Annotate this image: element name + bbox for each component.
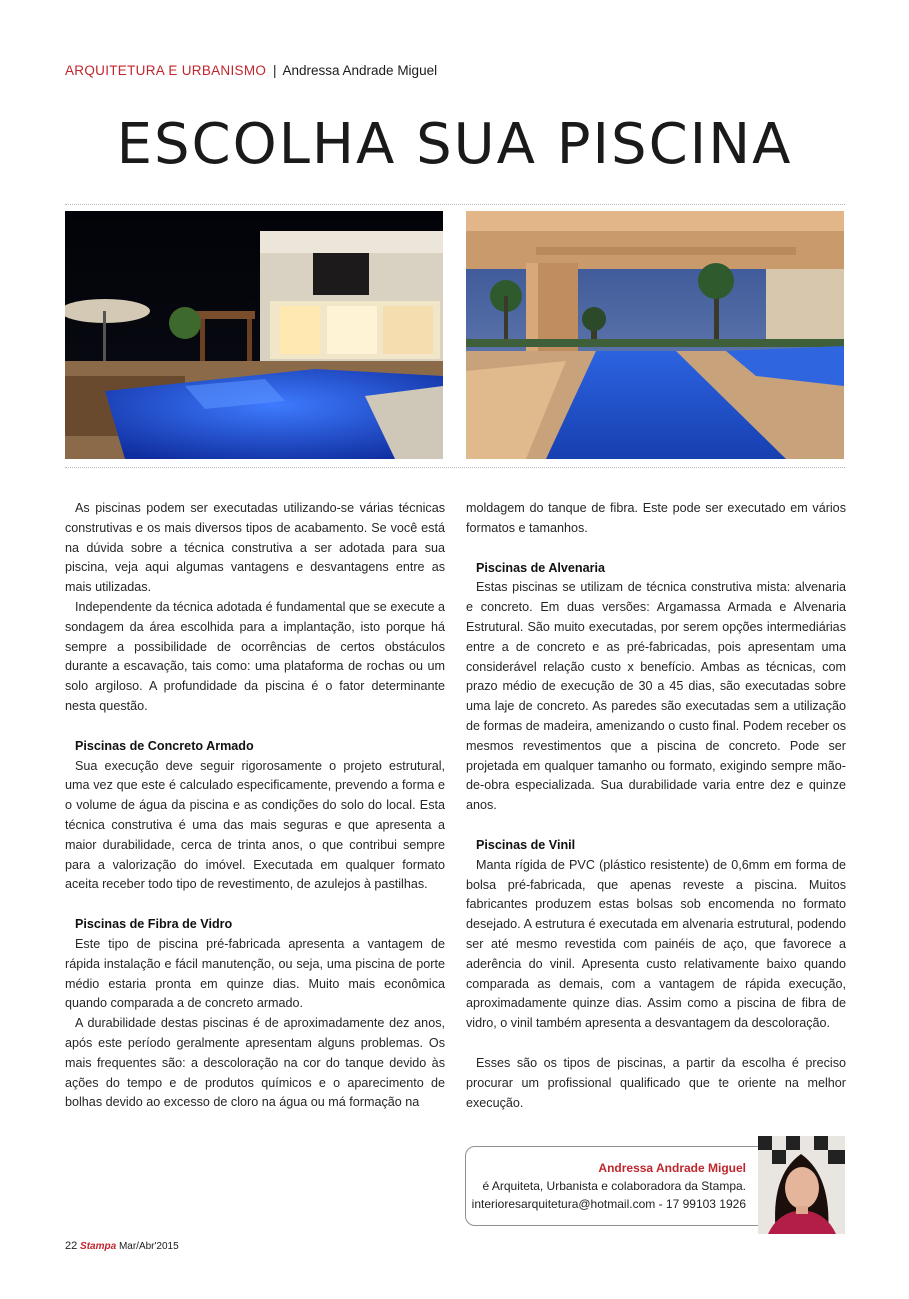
paragraph-gap — [65, 717, 445, 737]
header-author: Andressa Andrade Miguel — [282, 63, 438, 78]
paragraph: Manta rígida de PVC (plástico resistente) de 0,6mm em forma de bolsa pré-fabricada, que apenas reveste a piscina. Muitos fabricantes produzem estas bolsas sob encomenda no formato desejado. A estrutura é executada em alvenaria estrutural, podendo ser até mesmo revestida com painéis de aço, que favorece a aderência do vinil. Apresenta custo relativamente baixo quando comparada as demais, com a vantagem de rápida execução, aproximadamente quinze dias. Assim como a piscina de fibra de vidro, o vinil também apresenta a desvantagem da descoloração. — [466, 857, 846, 1031]
paragraph: Esses são os tipos de piscinas, a partir da escolha é preciso procurar um profissional qualificado que te oriente na melhor execução. — [466, 1055, 846, 1110]
magazine-name: Stampa — [80, 1241, 117, 1252]
paragraph: moldagem do tanque de fibra. Este pode ser executado em vários formatos e tamanhos. — [466, 501, 846, 535]
subheading: Piscinas de Fibra de Vidro — [75, 917, 233, 932]
paragraph: Este tipo de piscina pré-fabricada apresenta a vantagem de rápida instalação e fácil manutenção, ou seja, uma piscina de porte médio estaria pronta em quinze dias. Muito mais econômica quando comparada a de concreto armado. — [65, 936, 445, 1011]
bio-name: Andressa Andrade Miguel — [598, 1161, 746, 1175]
article-column-left — [65, 499, 445, 1113]
paragraph: As piscinas podem ser executadas utilizando-se várias técnicas construtivas e os mais diversos tipos de acabamento. Se você está na dúvida sobre a técnica construtiva a ser adotada para sua piscina, veja aqui algumas vantagens e desvantagens entre as mais utilizadas. — [65, 501, 445, 595]
bio-role: é Arquiteta, Urbanista e colaboradora da Stampa. — [482, 1179, 746, 1193]
paragraph-gap — [65, 895, 445, 915]
section-header — [65, 63, 437, 78]
divider-photos — [65, 467, 845, 468]
subheading: Piscinas de Vinil — [476, 837, 576, 852]
issue-date: Mar/Abr'2015 — [118, 1241, 179, 1252]
author-bio-text — [472, 1159, 746, 1213]
paragraph: Independente da técnica adotada é fundamental que se execute a sondagem da área escolhida para a implantação, isto porque há sempre a possibilidade de ocorrências de certos obstáculos durante a escavação, tais como: uma plataforma de rochas ou um solo argiloso. A profundidade da piscina é o fator determinante nesta questão. — [65, 599, 445, 713]
page-footer — [65, 1240, 179, 1252]
page-title: ESCOLHA SUA PISCINA — [116, 112, 793, 177]
bio-contact: interioresarquitetura@hotmail.com - 17 99103 1926 — [471, 1197, 746, 1211]
section-label: ARQUITETURA E URBANISMO — [65, 63, 267, 78]
subheading: Piscinas de Concreto Armado — [75, 738, 254, 753]
paragraph: Estas piscinas se utilizam de técnica construtiva mista: alvenaria e concreto. Em duas versões: Argamassa Armada e Alvenaria Estrutural. São muito executadas, por serem opções intermediárias entre a de concreto e as pré-fabricadas, pois apresentam uma considerável relação custo x benefício. Ambas as técnicas, com prazo médio de execução de 30 a 45 dias, são executadas sobre uma laje de concreto. As paredes são executadas sem a utilização de formas de madeira, amenizando o custo final. Podem receber os mesmos revestimentos que a piscina de concreto. Pode ser projetada em qualquer tamanho ou formato, exigindo sempre mão-de-obra especializada. Sua durabilidade varia entre dez e quinze anos. — [466, 580, 846, 813]
paragraph: Sua execução deve seguir rigorosamente o projeto estrutural, uma vez que este é calculado especificamente, prevendo a forma e o volume de água da piscina e as condições do solo do local. Esta técnica construtiva é uma das mais seguras e que apresenta a maior durabilidade, cerca de trinta anos, o que contribui sempre para a valorização do imóvel. Executada em qualquer formato aceita receber todo tipo de revestimento, de azulejos à pastilhas. — [65, 758, 445, 892]
author-portrait — [758, 1136, 845, 1234]
paragraph: A durabilidade destas piscinas é de aproximadamente dez anos, após este período geralmente apresentam alguns problemas. Os mais frequentes são: a descoloração na cor do tanque devido às ações do tempo e de produtos químicos e o aparecimento de bolhas devido ao excesso de cloro na água ou má formação na — [65, 1016, 445, 1110]
subheading: Piscinas de Alvenaria — [476, 560, 606, 575]
paragraph-gap — [466, 1034, 846, 1054]
author-bio-box — [465, 1146, 787, 1226]
paragraph-gap — [466, 816, 846, 836]
paragraph-gap — [466, 539, 846, 559]
divider-top — [65, 204, 845, 205]
photo-lap-pool — [466, 211, 844, 459]
header-separator: | — [272, 63, 277, 78]
page-number: 22 — [65, 1240, 78, 1252]
article-column-right — [466, 499, 846, 1113]
photo-night-pool — [65, 211, 443, 459]
